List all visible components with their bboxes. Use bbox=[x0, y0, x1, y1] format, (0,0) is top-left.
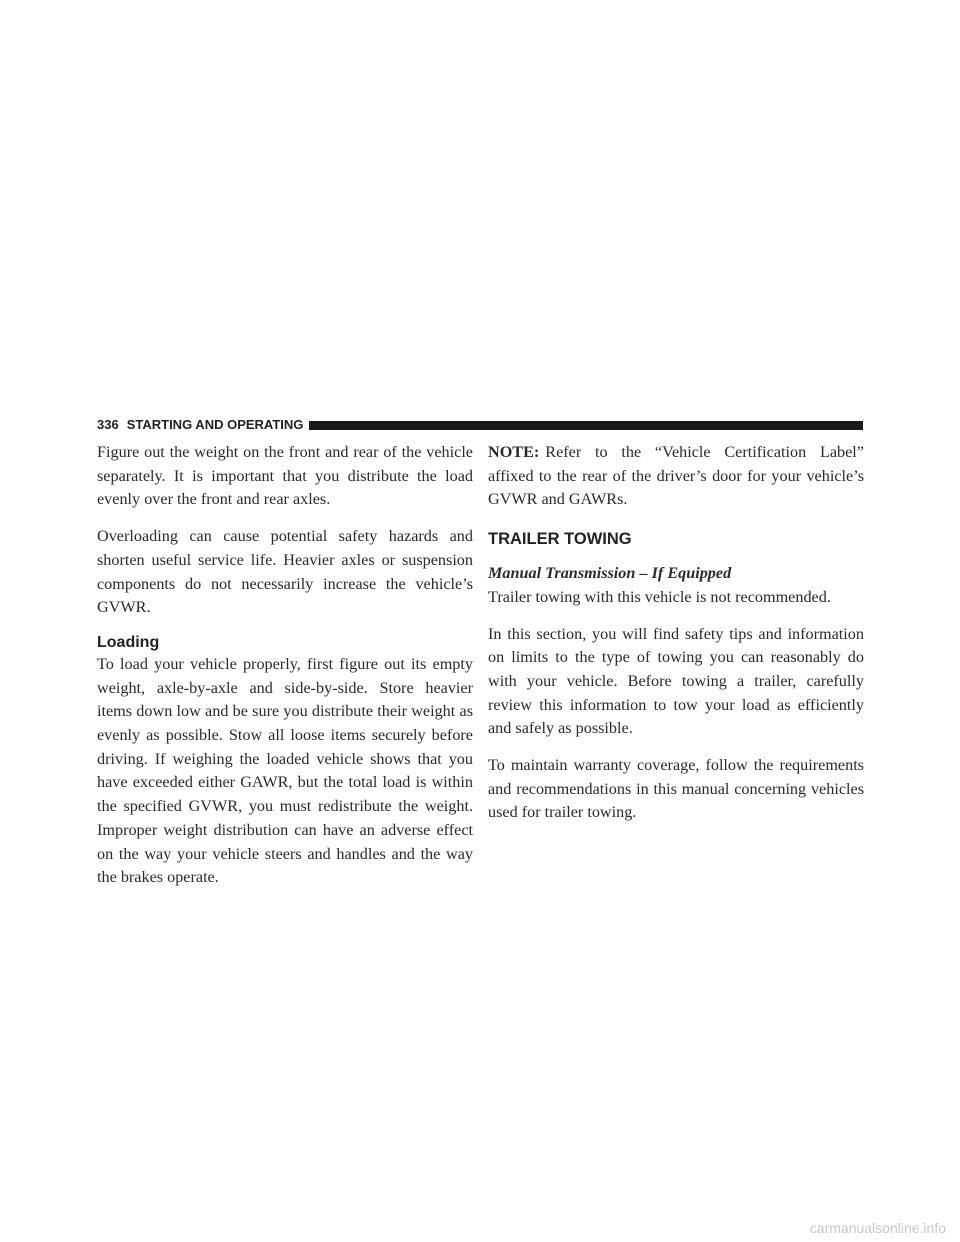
note-text: Refer to the “Vehicle Certification Label” affixed to the rear of the driver’s door for your vehicle’s GVWR and GAWRs. bbox=[488, 443, 864, 509]
paragraph-overloading: Overloading can cause potential safety hazards and shorten useful service life. Heavier axles or suspension components do not necessarily increase the vehicle’s GVWR. bbox=[97, 527, 473, 617]
section-title: STARTING AND OPERATING bbox=[126, 417, 304, 432]
manual-transmission-subheading: Manual Transmission – If Equipped bbox=[488, 564, 732, 583]
paragraph-safety-tips: In this section, you will find safety tips and information on limits to the type of towing you can reasonably do with your vehicle. Before towing a trailer, carefully review this information to tow your load as efficiently and safely as possible. bbox=[488, 624, 864, 738]
paragraph-weight-distribution: Figure out the weight on the front and rear of the vehicle separately. It is important that you distribute the load evenly over the front and rear axles. bbox=[97, 443, 473, 509]
watermark: carmanualsonline.info bbox=[809, 1220, 946, 1236]
page-number: 336 bbox=[97, 417, 119, 432]
right-column bbox=[488, 441, 864, 838]
loading-heading: Loading bbox=[97, 633, 160, 651]
left-column bbox=[97, 441, 473, 903]
paragraph-loading: To load your vehicle properly, first figure out its empty weight, axle-by-axle and side-by-side. Store heavier items down low and be sure you distribute their weight as evenly as possible. Stow all loose items securely before driving. If weighing the loaded vehicle shows that you have exceeded either GAWR, but the total load is within the specified GVWR, you must redistribute the weight. Improper weight distribution can have an adverse effect on the way your vehicle steers and handles and the way the brakes operate. bbox=[97, 654, 473, 887]
page-header bbox=[97, 418, 863, 432]
paragraph-not-recommended: Trailer towing with this vehicle is not recommended. bbox=[488, 587, 831, 606]
paragraph-warranty: To maintain warranty coverage, follow the requirements and recommendations in this manual concerning vehicles used for trailer towing. bbox=[488, 756, 864, 822]
trailer-towing-heading: TRAILER TOWING bbox=[488, 530, 632, 549]
header-rule bbox=[309, 421, 863, 430]
note-label: NOTE: bbox=[488, 443, 540, 461]
note-paragraph bbox=[488, 441, 864, 512]
